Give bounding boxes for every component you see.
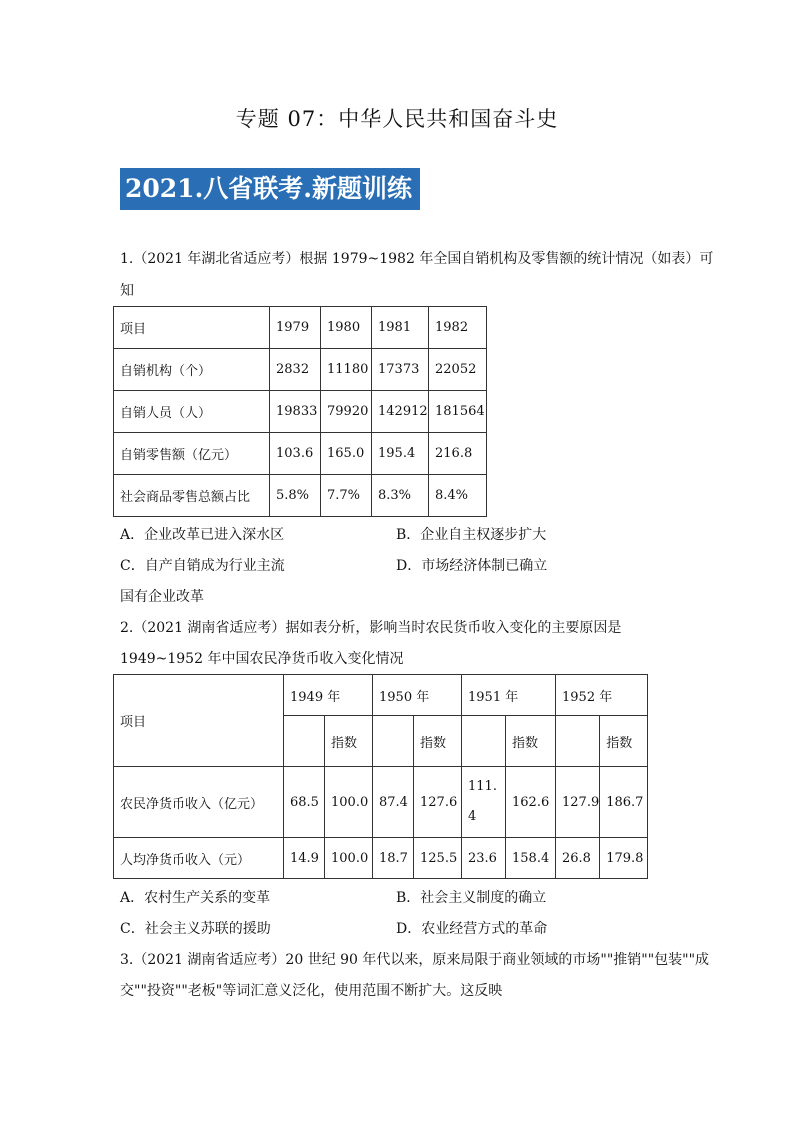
table-cell: 127.6 — [414, 767, 462, 838]
table-cell — [373, 716, 414, 767]
table-cell: 1950 年 — [373, 675, 462, 716]
q2-option-d: D．农业经营方式的革命 — [396, 921, 548, 937]
table-cell: 7.7% — [321, 475, 372, 517]
table-cell: 1952 年 — [556, 675, 648, 716]
table-cell: 22052 — [429, 349, 487, 391]
table-cell: 11180 — [321, 349, 372, 391]
table-cell: 自销人员（人） — [114, 391, 270, 433]
q2-option-a: A．农村生产关系的变革 — [120, 890, 271, 906]
section-banner: 2021.八省联考.新题训练 — [120, 168, 420, 210]
q1-stem-line1: 1.（2021 年湖北省适应考）根据 1979~1982 年全国自销机构及零售额的统计情况（如表）可 — [120, 251, 714, 267]
table-cell: 指数 — [414, 716, 462, 767]
table-row — [114, 391, 487, 433]
table-cell: 162.6 — [506, 767, 556, 838]
table-cell: 2832 — [270, 349, 321, 391]
q1-note: 国有企业改革 — [120, 589, 204, 605]
table-cell: 指数 — [325, 716, 373, 767]
table-cell: 142912 — [372, 391, 429, 433]
table-cell: 1949 年 — [284, 675, 373, 716]
table-cell — [462, 716, 506, 767]
table-row — [114, 349, 487, 391]
q1-option-b: B．企业自主权逐步扩大 — [396, 527, 547, 543]
table-cell: 5.8% — [270, 475, 321, 517]
q1-option-a: A．企业改革已进入深水区 — [120, 527, 285, 543]
page-title: 专题 07：中华人民共和国奋斗史 — [235, 107, 559, 131]
q2-table — [113, 674, 648, 879]
table-cell: 项目 — [114, 307, 270, 349]
table-cell: 14.9 — [284, 838, 325, 879]
q2-option-c: C．社会主义苏联的援助 — [120, 921, 271, 937]
table-cell: 79920 — [321, 391, 372, 433]
table-cell: 165.0 — [321, 433, 372, 475]
table-cell: 103.6 — [270, 433, 321, 475]
table-cell — [556, 716, 600, 767]
q3-stem-line2: 交""投资""老板"等词汇意义泛化，使用范围不断扩大。这反映 — [120, 983, 503, 999]
table-cell: 指数 — [600, 716, 648, 767]
table-cell: 1981 — [372, 307, 429, 349]
q2-table-caption: 1949~1952 年中国农民净货币收入变化情况 — [120, 651, 404, 667]
table-cell: 19833 — [270, 391, 321, 433]
table-cell: 100.0 — [325, 838, 373, 879]
table-cell: 社会商品零售总额占比 — [114, 475, 270, 517]
table-row — [114, 307, 487, 349]
q2-option-b: B．社会主义制度的确立 — [396, 890, 547, 906]
q1-table — [113, 306, 487, 517]
table-cell: 186.7 — [600, 767, 648, 838]
table-cell: 自销零售额（亿元） — [114, 433, 270, 475]
table-cell: 农民净货币收入（亿元） — [114, 767, 284, 838]
table-cell: 8.3% — [372, 475, 429, 517]
table-row — [114, 767, 648, 838]
table-cell: 23.6 — [462, 838, 506, 879]
q2-stem: 2.（2021 湖南省适应考）据如表分析，影响当时农民货币收入变化的主要原因是 — [120, 620, 622, 636]
q1-stem-line2: 知 — [120, 283, 134, 299]
table-cell: 26.8 — [556, 838, 600, 879]
q3-stem-line1: 3.（2021 湖南省适应考）20 世纪 90 年代以来，原来局限于商业领域的市场""推销""包装""成 — [120, 952, 710, 968]
table-cell: 179.8 — [600, 838, 648, 879]
table-cell: 8.4% — [429, 475, 487, 517]
table-cell — [284, 716, 325, 767]
table-row — [114, 838, 648, 879]
table-cell: 人均净货币收入（元） — [114, 838, 284, 879]
table-row — [114, 475, 487, 517]
cell-line: 4 — [468, 809, 477, 824]
table-cell: 1951 年 — [462, 675, 556, 716]
table-row — [114, 675, 648, 716]
table-cell: 1979 — [270, 307, 321, 349]
table-cell: 87.4 — [373, 767, 414, 838]
table-cell: 项目 — [114, 675, 284, 767]
table-cell: 181564 — [429, 391, 487, 433]
table-cell: 18.7 — [373, 838, 414, 879]
table-cell: 68.5 — [284, 767, 325, 838]
q1-option-c: C．自产自销成为行业主流 — [120, 558, 285, 574]
table-cell: 1982 — [429, 307, 487, 349]
table-cell: 216.8 — [429, 433, 487, 475]
table-cell: 127.9 — [556, 767, 600, 838]
table-cell: 1980 — [321, 307, 372, 349]
table-cell: 125.5 — [414, 838, 462, 879]
table-cell — [462, 767, 506, 838]
table-cell: 195.4 — [372, 433, 429, 475]
q1-option-d: D．市场经济体制已确立 — [396, 558, 548, 574]
table-row — [114, 433, 487, 475]
table-cell: 指数 — [506, 716, 556, 767]
table-cell: 17373 — [372, 349, 429, 391]
table-cell: 158.4 — [506, 838, 556, 879]
table-cell: 100.0 — [325, 767, 373, 838]
table-cell: 自销机构（个） — [114, 349, 270, 391]
cell-line: 111. — [468, 779, 497, 794]
